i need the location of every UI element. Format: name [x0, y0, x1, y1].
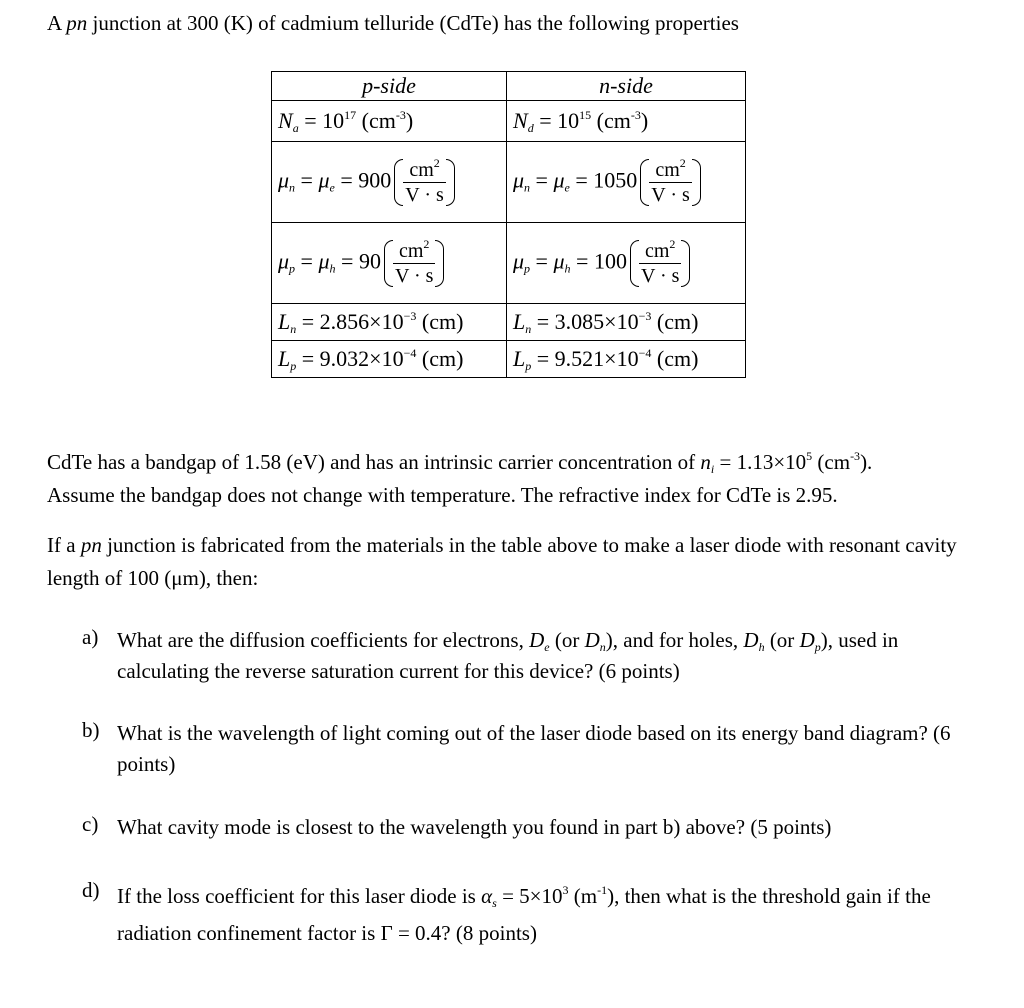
hole-mobility-n-cell: $\mu_p = \mu_h = 100$ $\frac{cm^2}{V \cdot s}$ [507, 223, 746, 304]
hole-diffusion-length-row [272, 341, 746, 378]
bandgap-paragraph: CdTe has a bandgap of 1.58 (eV) and has an intrinsic carrier concentration of $n_i = 1.13\times 10^5$ $(cm^{-3})$. Assume the bandgap does not change with temperature. The refractive index for CdTe is 2.95. [47, 449, 873, 507]
hole-mobility-row [272, 223, 746, 304]
mobility-unit-fraction: $\frac{cm^2}{V \cdot s}$ [630, 238, 691, 289]
intro-line: A pn junction at 300 (K) of cadmium telluride (CdTe) has the following properties [47, 11, 739, 35]
question-a [82, 625, 982, 687]
electron-diffusion-length-row [272, 304, 746, 341]
question-d-text: If the loss coefficient for this laser diode is $\alpha_s = 5\times 10^3$ $(m^{-1})$, then what is the threshold gain if the radiation confinement factor is Γ = 0.4? (8 points) [117, 883, 931, 945]
question-a-text: What are the diffusion coefficients for electrons, $D_e$ (or $D_n$), and for holes, $D_h$ (or $D_p$), used in calculating the reverse saturation current for this device? (6 points) [117, 628, 899, 683]
p-side-header: p-side [272, 72, 507, 101]
electron-mobility-n-cell: $\mu_n = \mu_e = 1050$ $\frac{cm^2}{V \cdot s}$ [507, 142, 746, 223]
donor-concentration-cell: $N_d = 10^{15}$ $(cm^{-3})$ [507, 101, 746, 142]
ln-p-cell: $L_n = 2.856\times 10^{-3}$ (cm) [272, 304, 507, 341]
mobility-unit-fraction: $\frac{cm^2}{V \cdot s}$ [640, 157, 701, 208]
question-c [82, 812, 982, 843]
hole-mobility-p-cell: $\mu_p = \mu_h = 90$ $\frac{cm^2}{V \cdot s}$ [272, 223, 507, 304]
question-c-label: c) [82, 812, 99, 836]
mobility-unit-fraction: $\frac{cm^2}{V \cdot s}$ [384, 238, 445, 289]
question-d-label: d) [82, 878, 100, 902]
pn-italic: pn [66, 11, 88, 35]
n-side-header: n-side [507, 72, 746, 101]
question-b-text: What is the wavelength of light coming out of the laser diode based on its energy band diagram? (6 points) [117, 721, 951, 776]
question-d [82, 878, 982, 952]
question-c-text: What cavity mode is closest to the wavelength you found in part b) above? (5 points) [117, 815, 832, 839]
ln-n-cell: $L_n = 3.085\times 10^{-3}$ (cm) [507, 304, 746, 341]
doping-row [272, 101, 746, 142]
question-b-label: b) [82, 718, 100, 742]
electron-mobility-row [272, 142, 746, 223]
properties-table [271, 71, 746, 378]
table-header-row [272, 72, 746, 101]
acceptor-concentration-cell: $N_a = 10^{17}$ $(cm^{-3})$ [272, 101, 507, 142]
mobility-unit-fraction: $\frac{cm^2}{V \cdot s}$ [394, 157, 455, 208]
lp-n-cell: $L_p = 9.521\times 10^{-4}$ (cm) [507, 341, 746, 378]
fabrication-paragraph: If a pn junction is fabricated from the materials in the table above to make a laser diode with resonant cavity length of 100 (μm), then: [47, 533, 957, 590]
electron-mobility-p-cell: $\mu_n = \mu_e = 900$ $\frac{cm^2}{V \cdot s}$ [272, 142, 507, 223]
lp-p-cell: $L_p = 9.032\times 10^{-4}$ (cm) [272, 341, 507, 378]
question-a-label: a) [82, 625, 99, 649]
question-b [82, 718, 982, 780]
